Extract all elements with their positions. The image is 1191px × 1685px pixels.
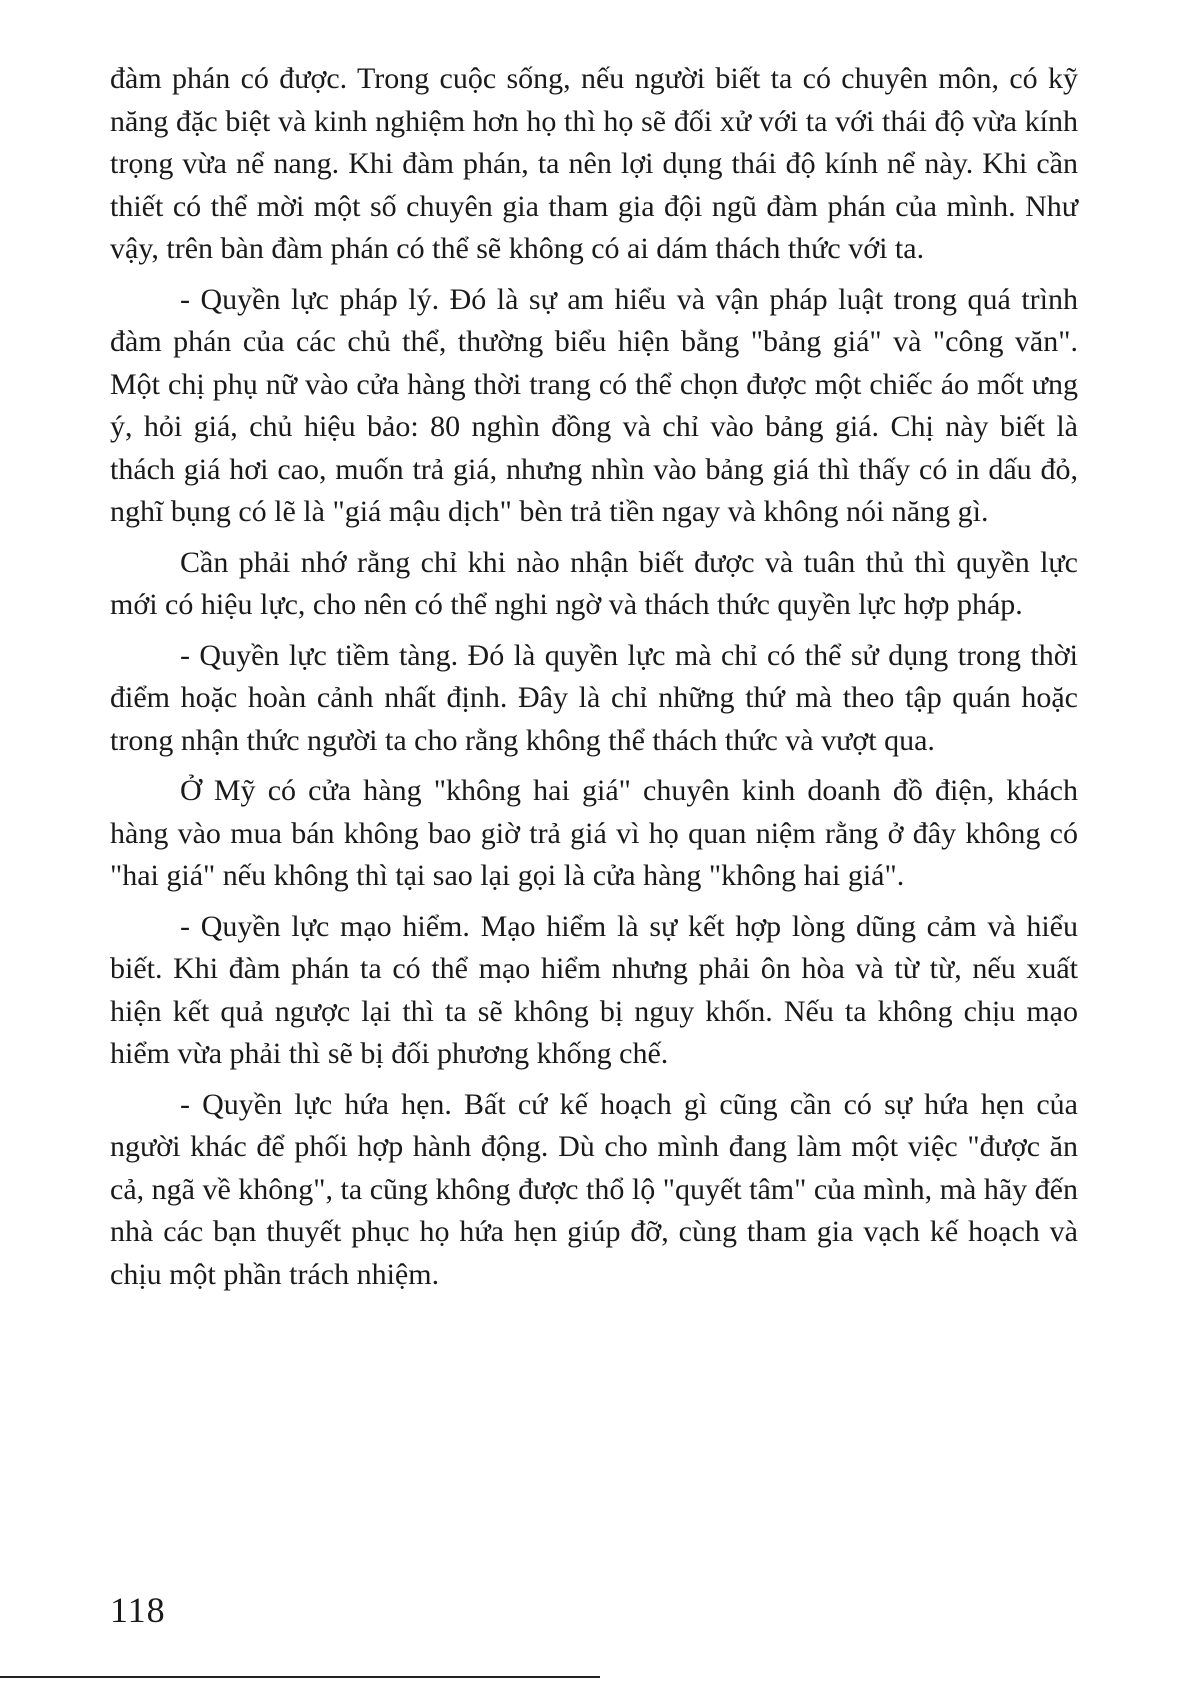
paragraph-us-store: Ở Mỹ có cửa hàng "không hai giá" chuyên kinh doanh đồ điện, khách hàng vào mua bán không bao giờ trả giá vì họ quan niệm rằng ở đây không có "hai giá" nếu không thì tại sao lại gọi là cửa hàng "không hai giá". bbox=[110, 774, 1078, 892]
paragraph-latent-power: - Quyền lực tiềm tàng. Đó là quyền lực mà chỉ có thể sử dụng trong thời điểm hoặc hoàn cảnh nhất định. Đây là chỉ những thứ mà theo tập quán hoặc trong nhận thức người ta cho rằng không thể thách thức và vượt qua. bbox=[110, 638, 1078, 757]
paragraph-legal-power: - Quyền lực pháp lý. Đó là sự am hiểu và vận pháp luật trong quá trình đàm phán của các chủ thể, thường biểu hiện bằng "bảng giá" và "công văn". Một chị phụ nữ vào cửa hàng thời trang có thể chọn được một chiếc áo mốt ưng ý, hỏi giá, chủ hiệu bảo: 80 nghìn đồng và chỉ vào bảng giá. Chị này biết là thách giá hơi cao, muốn trả giá, nhưng nhìn vào bảng giá thì thấy có in dấu đỏ, nghĩ bụng có lẽ là "giá mậu dịch" bèn trả tiền ngay và không nói năng gì. bbox=[110, 282, 1078, 528]
paragraph-remember: Cần phải nhớ rằng chỉ khi nào nhận biết được và tuân thủ thì quyền lực mới có hiệu lực, cho nên có thể nghi ngờ và thách thức quyền lực hợp pháp. bbox=[110, 545, 1078, 621]
page-number: 118 bbox=[110, 1590, 166, 1630]
paragraph-continuation: đàm phán có được. Trong cuộc sống, nếu người biết ta có chuyên môn, có kỹ năng đặc biệt và kinh nghiệm hơn họ thì họ sẽ đối xử với ta với thái độ vừa kính trọng vừa nể nang. Khi đàm phán, ta nên lợi dụng thái độ kính nể này. Khi cần thiết có thể mời một số chuyên gia tham gia đội ngũ đàm phán của mình. Như vậy, trên bàn đàm phán có thể sẽ không có ai dám thách thức với ta. bbox=[110, 62, 1078, 265]
page-body bbox=[110, 58, 1078, 1304]
bottom-divider bbox=[0, 1676, 600, 1678]
paragraph-promise-power: - Quyền lực hứa hẹn. Bất cứ kế hoạch gì cũng cần có sự hứa hẹn của người khác để phối hợp hành động. Dù cho mình đang làm một việc "được ăn cả, ngã về không", ta cũng không được thổ lộ "quyết tâm" của mình, mà hãy đến nhà các bạn thuyết phục họ hứa hẹn giúp đỡ, cùng tham gia vạch kế hoạch và chịu một phần trách nhiệm. bbox=[110, 1087, 1078, 1291]
paragraph-risk-power: - Quyền lực mạo hiểm. Mạo hiểm là sự kết hợp lòng dũng cảm và hiểu biết. Khi đàm phán ta có thể mạo hiểm nhưng phải ôn hòa và từ từ, nếu xuất hiện kết quả ngược lại thì ta sẽ không bị nguy khốn. Nếu ta không chịu mạo hiểm vừa phải thì sẽ bị đối phương khống chế. bbox=[110, 909, 1078, 1070]
